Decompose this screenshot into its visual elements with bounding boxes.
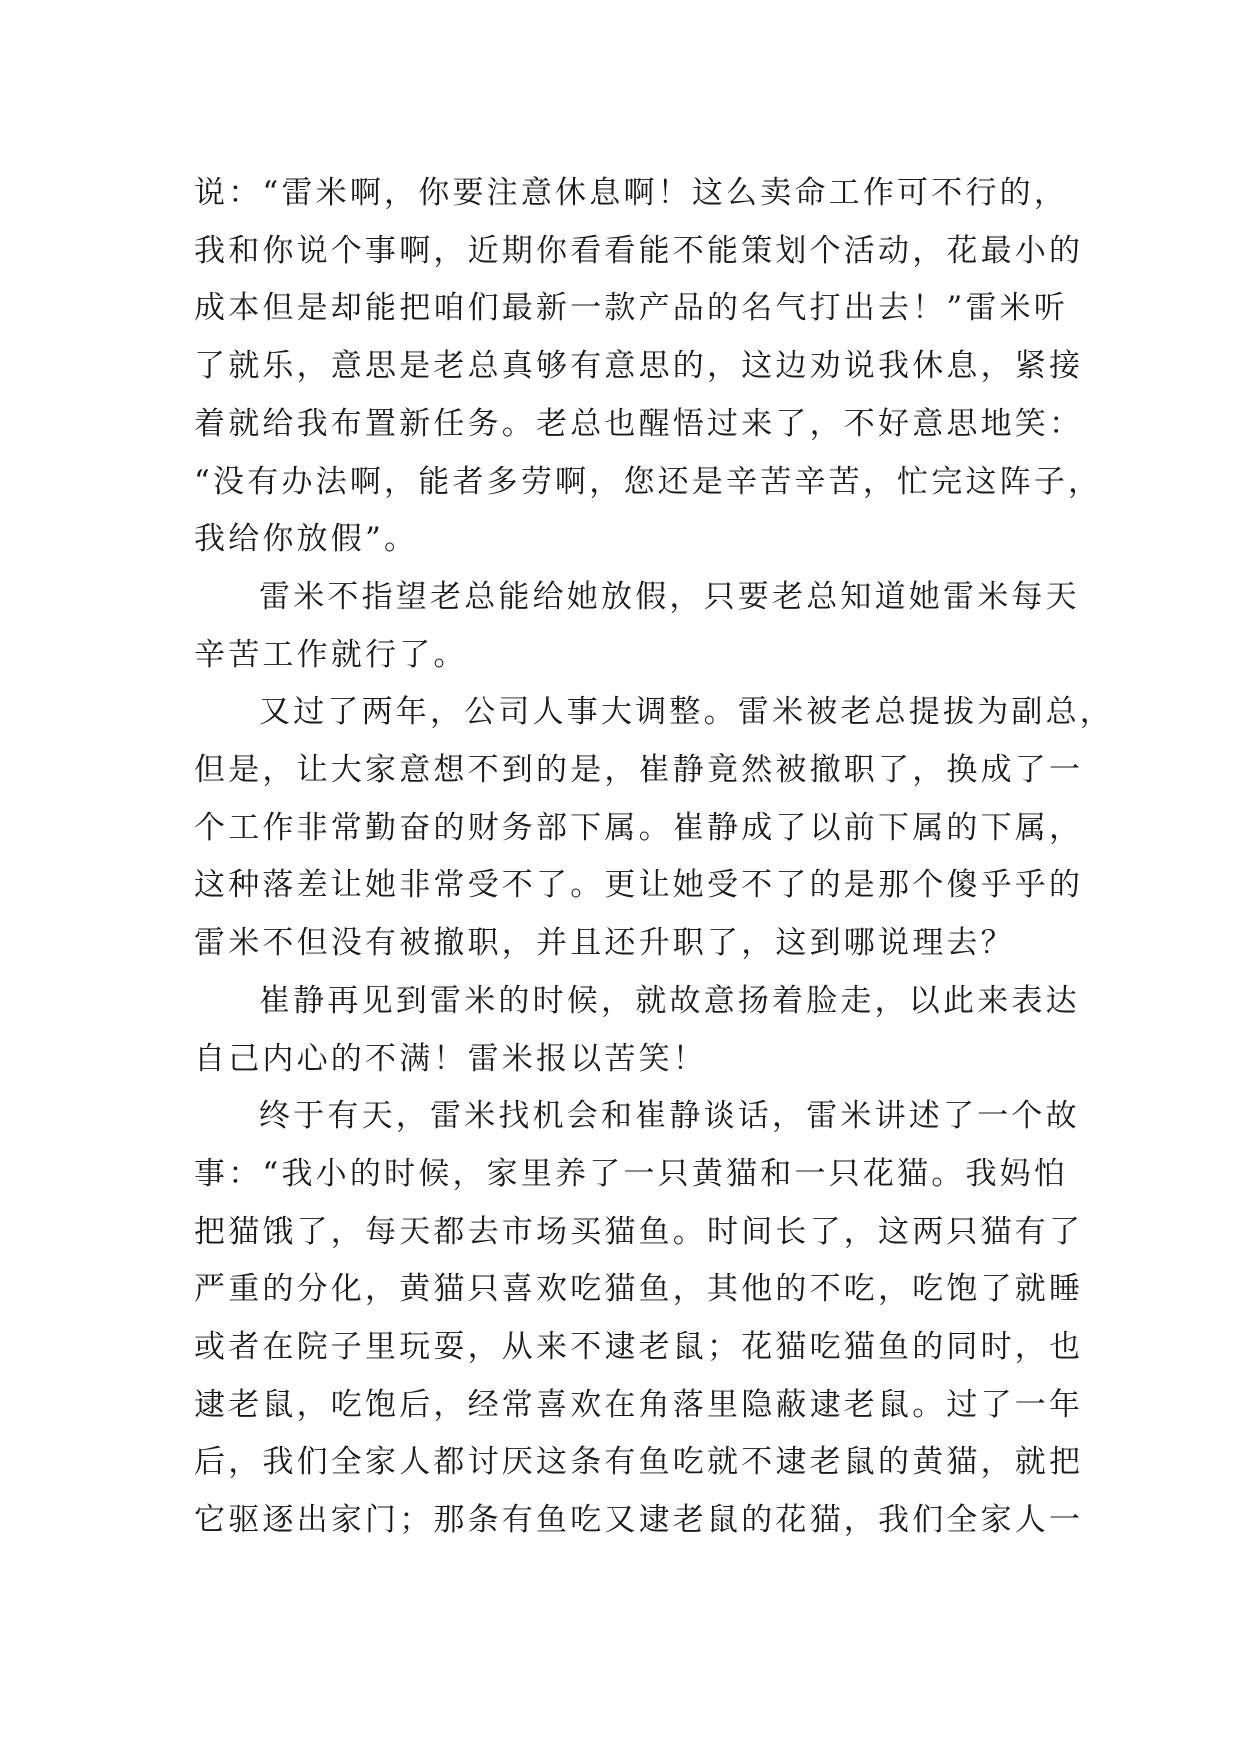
text-line: 我和你说个事啊，近期你看看能不能策划个活动，花最小的	[194, 232, 1084, 269]
text-line: 说：“雷米啊，你要注意休息啊！这么卖命工作可不行的，	[194, 175, 1069, 211]
text-line: 着就给我布置新任务。老总也醒悟过来了，不好意思地笑：	[194, 405, 1084, 442]
text-line: 自己内心的不满！雷米报以苦笑！	[194, 1040, 707, 1077]
text-line: 了就乐，意思是老总真够有意思的，这边劝说我休息，紧接	[194, 348, 1084, 385]
text-line: “没有办法啊，能者多劳啊，您还是辛苦辛苦，忙完这阵子，	[194, 463, 1103, 500]
text-line: 把猫饿了，每天都去市场买猫鱼。时间长了，这两只猫有了	[194, 1213, 1084, 1250]
text-line: 或者在院子里玩耍，从来不逮老鼠；花猫吃猫鱼的同时，也	[194, 1329, 1084, 1366]
text-line: 这种落差让她非常受不了。更让她受不了的是那个傻乎乎的	[194, 867, 1084, 904]
text-line: 成本但是却能把咱们最新一款产品的名气打出去！”雷米听	[194, 290, 1069, 327]
text-line: 逮老鼠，吃饱后，经常喜欢在角落里隐蔽逮老鼠。过了一年	[194, 1386, 1084, 1423]
text-line: 辛苦工作就行了。	[194, 636, 468, 673]
text-line: 它驱逐出家门；那条有鱼吃又逮老鼠的花猫，我们全家人一	[194, 1502, 1084, 1539]
text-line: 事：“我小的时候，家里养了一只黄猫和一只花猫。我妈怕	[194, 1155, 1069, 1192]
paragraph-first-line: 雷米不指望老总能给她放假，只要老总知道她雷米每天	[259, 578, 1080, 615]
text-line: 但是，让大家意想不到的是，崔静竟然被撤职了，换成了一	[194, 752, 1084, 789]
text-line: 雷米不但没有被撤职，并且还升职了，这到哪说理去？	[194, 925, 1015, 962]
paragraph-first-line: 又过了两年，公司人事大调整。雷米被老总提拔为副总，	[259, 694, 1114, 731]
body-text	[194, 165, 1114, 1550]
paragraph-first-line: 终于有天，雷米找机会和崔静谈话，雷米讲述了一个故	[259, 1098, 1080, 1135]
text-line: 个工作非常勤奋的财务部下属。崔静成了以前下属的下属，	[194, 809, 1084, 846]
text-line: 我给你放假”。	[194, 521, 419, 558]
paragraph-first-line: 崔静再见到雷米的时候，就故意扬着脸走，以此来表达	[259, 982, 1080, 1019]
text-line: 后，我们全家人都讨厌这条有鱼吃就不逮老鼠的黄猫，就把	[194, 1444, 1084, 1481]
text-line: 严重的分化，黄猫只喜欢吃猫鱼，其他的不吃，吃饱了就睡	[194, 1271, 1084, 1308]
